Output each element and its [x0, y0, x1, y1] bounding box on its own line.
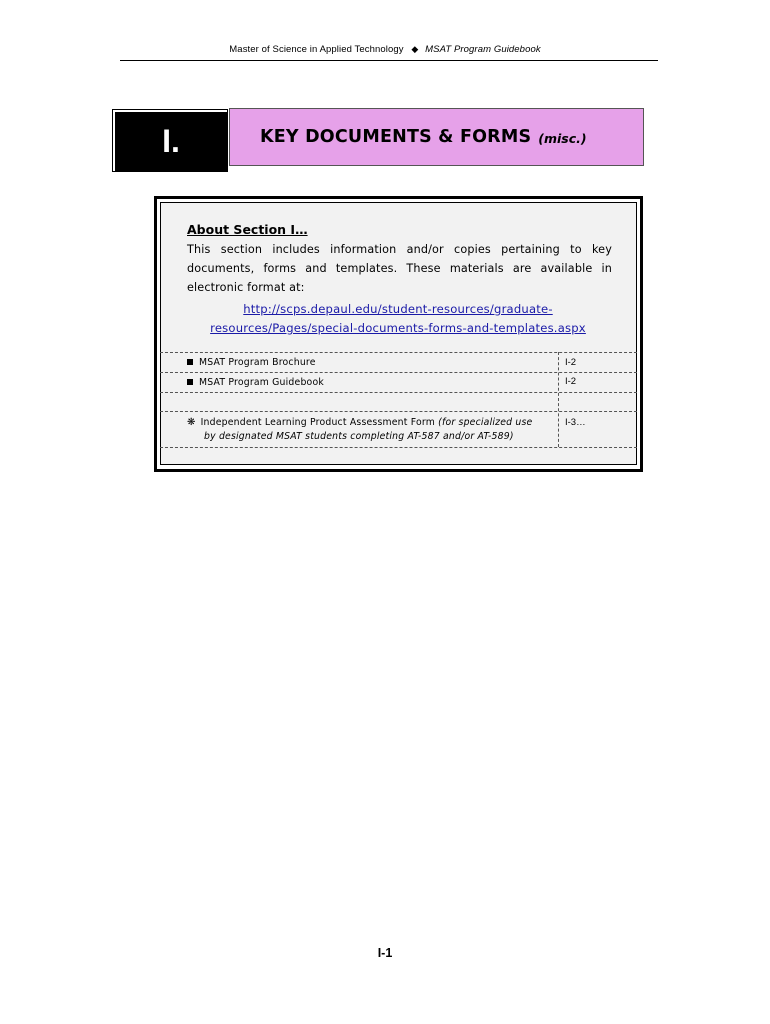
section-number: I.	[115, 112, 227, 171]
asterisk-bullet-icon: ❋	[187, 417, 196, 428]
section-title-suffix: (misc.)	[538, 131, 587, 146]
item-label: MSAT Program Brochure	[199, 357, 316, 368]
page-number: I-1	[377, 946, 393, 960]
list-item	[187, 377, 324, 388]
running-header	[0, 44, 770, 55]
list-item	[187, 357, 316, 368]
table-rule	[160, 352, 637, 353]
table-rule	[160, 447, 637, 448]
item-note-continued: by designated MSAT students completing AT-587 and/or AT-589)	[204, 431, 514, 442]
forms-link-line1[interactable]: http://scps.depaul.edu/student-resources/graduate-	[243, 302, 553, 316]
table-column-divider	[558, 352, 559, 447]
item-label: MSAT Program Guidebook	[199, 377, 324, 388]
forms-link-line2[interactable]: resources/Pages/special-documents-forms-and-templates.aspx	[210, 321, 586, 335]
table-rule	[160, 392, 637, 393]
header-rule	[120, 60, 658, 61]
item-page: I-2	[565, 357, 577, 368]
header-guidebook-name: MSAT Program Guidebook	[425, 44, 541, 55]
forms-link[interactable]	[170, 300, 626, 338]
list-item	[187, 417, 532, 442]
diamond-icon: ◆	[411, 44, 419, 54]
item-note: (for specialized use	[438, 417, 533, 428]
square-bullet-icon	[187, 379, 193, 385]
about-body: This section includes information and/or copies pertaining to key documents, forms and templates. These materials are available in electronic format at:	[187, 243, 612, 294]
section-title-box	[229, 108, 644, 166]
square-bullet-icon	[187, 359, 193, 365]
section-title: KEY DOCUMENTS & FORMS	[260, 127, 532, 147]
table-rule	[160, 411, 637, 412]
item-label: Independent Learning Product Assessment Form	[200, 417, 435, 428]
about-heading: About Section I…	[187, 222, 308, 237]
header-program-name: Master of Science in Applied Technology	[229, 44, 404, 55]
item-page: I-3…	[565, 417, 586, 428]
item-page: I-2	[565, 376, 577, 387]
table-rule	[160, 372, 637, 373]
